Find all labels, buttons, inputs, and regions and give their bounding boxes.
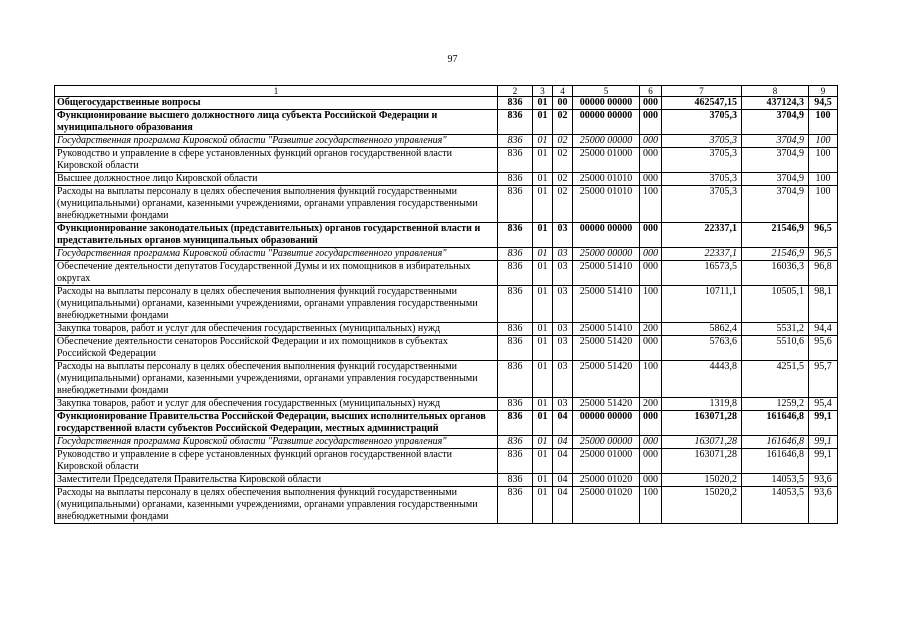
cell-expense-type: 000 [640,248,662,261]
table-row [55,361,838,398]
page-number: 97 [447,54,458,65]
cell-target-article: 00000 00000 [573,223,640,248]
cell-planned: 10711,1 [662,286,742,323]
table-row [55,436,838,449]
cell-executed: 161646,8 [742,436,809,449]
table-row [55,286,838,323]
cell-target-article: 25000 00000 [573,135,640,148]
cell-subsection: 04 [553,487,573,524]
cell-subsection: 00 [553,97,573,110]
table-row [55,336,838,361]
cell-expense-type: 000 [640,97,662,110]
cell-subsection: 02 [553,110,573,135]
cell-subsection: 02 [553,186,573,223]
row-name: Функционирование законодательных (представительных) органов государственной власти и представительных органов муниципальных образований [55,223,498,248]
table-row [55,487,838,524]
cell-subsection: 04 [553,474,573,487]
cell-percent: 99,1 [809,411,838,436]
cell-percent: 93,6 [809,474,838,487]
cell-section: 01 [533,449,553,474]
cell-subsection: 04 [553,436,573,449]
cell-percent: 93,6 [809,487,838,524]
cell-target-article: 25000 51410 [573,286,640,323]
cell-subsection: 03 [553,261,573,286]
row-name: Государственная программа Кировской области "Развитие государственного управления" [55,248,498,261]
row-name: Обеспечение деятельности депутатов Государственной Думы и их помощников в избирательных округах [55,261,498,286]
row-name: Руководство и управление в сфере установленных функций органов государственной власти Кировской области [55,148,498,173]
cell-subsection: 03 [553,223,573,248]
cell-target-article: 25000 00000 [573,248,640,261]
cell-target-article: 25000 01020 [573,474,640,487]
cell-planned: 3705,3 [662,186,742,223]
cell-executed: 1259,2 [742,398,809,411]
table-row [55,474,838,487]
column-header: 7 [662,86,742,97]
cell-section: 01 [533,248,553,261]
cell-gl-admin: 836 [498,361,533,398]
cell-executed: 3704,9 [742,186,809,223]
cell-subsection: 02 [553,173,573,186]
cell-percent: 100 [809,135,838,148]
cell-expense-type: 200 [640,323,662,336]
table-row [55,97,838,110]
cell-section: 01 [533,186,553,223]
cell-expense-type: 000 [640,336,662,361]
cell-planned: 16573,5 [662,261,742,286]
cell-subsection: 02 [553,135,573,148]
table-row [55,135,838,148]
row-name: Государственная программа Кировской области "Развитие государственного управления" [55,436,498,449]
cell-section: 01 [533,361,553,398]
row-name: Расходы на выплаты персоналу в целях обеспечения выполнения функций государственными (муниципальными) органами, казенными учреждениями, органами управления государственными внебюджетными фондами [55,361,498,398]
table-row [55,449,838,474]
cell-gl-admin: 836 [498,323,533,336]
cell-gl-admin: 836 [498,186,533,223]
cell-gl-admin: 836 [498,223,533,248]
cell-planned: 163071,28 [662,411,742,436]
cell-section: 01 [533,135,553,148]
cell-executed: 21546,9 [742,223,809,248]
row-name: Расходы на выплаты персоналу в целях обеспечения выполнения функций государственными (муниципальными) органами, казенными учреждениями, органами управления государственными внебюджетными фондами [55,286,498,323]
cell-section: 01 [533,286,553,323]
column-header: 8 [742,86,809,97]
cell-section: 01 [533,336,553,361]
cell-section: 01 [533,173,553,186]
cell-subsection: 03 [553,336,573,361]
row-name: Расходы на выплаты персоналу в целях обеспечения выполнения функций государственными (муниципальными) органами, казенными учреждениями, органами управления государственными внебюджетными фондами [55,186,498,223]
cell-expense-type: 200 [640,398,662,411]
cell-expense-type: 000 [640,135,662,148]
cell-target-article: 25000 01010 [573,173,640,186]
column-header: 9 [809,86,838,97]
table-row [55,411,838,436]
table-row [55,261,838,286]
cell-executed: 5510,6 [742,336,809,361]
cell-subsection: 03 [553,248,573,261]
cell-target-article: 00000 00000 [573,97,640,110]
cell-percent: 94,5 [809,97,838,110]
cell-planned: 163071,28 [662,449,742,474]
cell-executed: 14053,5 [742,474,809,487]
row-name: Обеспечение деятельности сенаторов Российской Федерации и их помощников в субъектах Российской Федерации [55,336,498,361]
cell-executed: 5531,2 [742,323,809,336]
row-name: Закупка товаров, работ и услуг для обеспечения государственных (муниципальных) нужд [55,398,498,411]
cell-target-article: 25000 51420 [573,336,640,361]
cell-planned: 15020,2 [662,474,742,487]
cell-percent: 98,1 [809,286,838,323]
cell-planned: 3705,3 [662,110,742,135]
table-row [55,398,838,411]
cell-planned: 22337,1 [662,248,742,261]
cell-executed: 437124,3 [742,97,809,110]
column-header: 4 [553,86,573,97]
cell-expense-type: 000 [640,436,662,449]
cell-section: 01 [533,323,553,336]
cell-target-article: 00000 00000 [573,411,640,436]
cell-percent: 99,1 [809,449,838,474]
table-header-row [55,86,838,97]
row-name: Общегосударственные вопросы [55,97,498,110]
cell-gl-admin: 836 [498,411,533,436]
row-name: Закупка товаров, работ и услуг для обеспечения государственных (муниципальных) нужд [55,323,498,336]
table-row [55,148,838,173]
cell-gl-admin: 836 [498,261,533,286]
column-header: 3 [533,86,553,97]
cell-section: 01 [533,436,553,449]
cell-percent: 100 [809,110,838,135]
cell-executed: 3704,9 [742,173,809,186]
cell-planned: 5763,6 [662,336,742,361]
table-row [55,186,838,223]
cell-executed: 3704,9 [742,110,809,135]
cell-planned: 462547,15 [662,97,742,110]
cell-percent: 96,5 [809,223,838,248]
cell-subsection: 04 [553,411,573,436]
column-header: 6 [640,86,662,97]
cell-gl-admin: 836 [498,248,533,261]
cell-percent: 95,6 [809,336,838,361]
table-body [55,86,838,524]
cell-section: 01 [533,487,553,524]
cell-planned: 5862,4 [662,323,742,336]
cell-subsection: 03 [553,361,573,398]
cell-target-article: 00000 00000 [573,110,640,135]
cell-expense-type: 000 [640,474,662,487]
row-name: Руководство и управление в сфере установленных функций органов государственной власти Кировской области [55,449,498,474]
cell-gl-admin: 836 [498,487,533,524]
cell-expense-type: 000 [640,261,662,286]
cell-expense-type: 100 [640,487,662,524]
cell-percent: 100 [809,173,838,186]
column-header: 2 [498,86,533,97]
cell-section: 01 [533,398,553,411]
budget-table [54,85,838,524]
cell-expense-type: 000 [640,148,662,173]
cell-subsection: 03 [553,323,573,336]
cell-executed: 161646,8 [742,449,809,474]
cell-target-article: 25000 01020 [573,487,640,524]
cell-target-article: 25000 51410 [573,323,640,336]
cell-gl-admin: 836 [498,336,533,361]
cell-gl-admin: 836 [498,449,533,474]
row-name: Расходы на выплаты персоналу в целях обеспечения выполнения функций государственными (муниципальными) органами, казенными учреждениями, органами управления государственными внебюджетными фондами [55,487,498,524]
cell-subsection: 03 [553,286,573,323]
cell-executed: 21546,9 [742,248,809,261]
cell-planned: 3705,3 [662,135,742,148]
cell-section: 01 [533,223,553,248]
cell-section: 01 [533,411,553,436]
cell-target-article: 25000 51420 [573,398,640,411]
cell-expense-type: 000 [640,411,662,436]
cell-target-article: 25000 01000 [573,148,640,173]
cell-executed: 4251,5 [742,361,809,398]
cell-executed: 3704,9 [742,135,809,148]
cell-target-article: 25000 51420 [573,361,640,398]
cell-percent: 100 [809,186,838,223]
cell-subsection: 02 [553,148,573,173]
cell-gl-admin: 836 [498,97,533,110]
column-header: 1 [55,86,498,97]
cell-section: 01 [533,148,553,173]
row-name: Заместители Председателя Правительства Кировской области [55,474,498,487]
cell-percent: 95,7 [809,361,838,398]
cell-planned: 22337,1 [662,223,742,248]
cell-expense-type: 000 [640,223,662,248]
cell-percent: 95,4 [809,398,838,411]
row-name: Функционирование высшего должностного лица субъекта Российской Федерации и муниципального образования [55,110,498,135]
cell-expense-type: 100 [640,361,662,398]
table-row [55,223,838,248]
cell-section: 01 [533,97,553,110]
row-name: Функционирование Правительства Российской Федерации, высших исполнительных органов государственной власти субъектов Российской Федерации, местных администраций [55,411,498,436]
row-name: Высшее должностное лицо Кировской области [55,173,498,186]
row-name: Государственная программа Кировской области "Развитие государственного управления" [55,135,498,148]
table-row [55,323,838,336]
cell-section: 01 [533,110,553,135]
cell-expense-type: 000 [640,110,662,135]
cell-planned: 3705,3 [662,148,742,173]
cell-section: 01 [533,474,553,487]
cell-planned: 1319,8 [662,398,742,411]
cell-gl-admin: 836 [498,148,533,173]
column-header: 5 [573,86,640,97]
cell-gl-admin: 836 [498,474,533,487]
cell-subsection: 04 [553,449,573,474]
cell-executed: 16036,3 [742,261,809,286]
table-row [55,110,838,135]
cell-gl-admin: 836 [498,398,533,411]
cell-gl-admin: 836 [498,135,533,148]
cell-expense-type: 000 [640,449,662,474]
cell-planned: 15020,2 [662,487,742,524]
cell-planned: 163071,28 [662,436,742,449]
cell-percent: 100 [809,148,838,173]
cell-planned: 3705,3 [662,173,742,186]
cell-expense-type: 100 [640,286,662,323]
cell-percent: 94,4 [809,323,838,336]
cell-executed: 3704,9 [742,148,809,173]
cell-executed: 14053,5 [742,487,809,524]
cell-gl-admin: 836 [498,110,533,135]
cell-section: 01 [533,261,553,286]
cell-target-article: 25000 00000 [573,436,640,449]
cell-gl-admin: 836 [498,173,533,186]
table-row [55,173,838,186]
cell-expense-type: 100 [640,186,662,223]
cell-gl-admin: 836 [498,286,533,323]
cell-executed: 161646,8 [742,411,809,436]
cell-percent: 96,5 [809,248,838,261]
cell-target-article: 25000 51410 [573,261,640,286]
cell-subsection: 03 [553,398,573,411]
cell-percent: 99,1 [809,436,838,449]
cell-executed: 10505,1 [742,286,809,323]
cell-planned: 4443,8 [662,361,742,398]
cell-expense-type: 000 [640,173,662,186]
cell-gl-admin: 836 [498,436,533,449]
cell-target-article: 25000 01010 [573,186,640,223]
cell-target-article: 25000 01000 [573,449,640,474]
table-row [55,248,838,261]
cell-percent: 96,8 [809,261,838,286]
